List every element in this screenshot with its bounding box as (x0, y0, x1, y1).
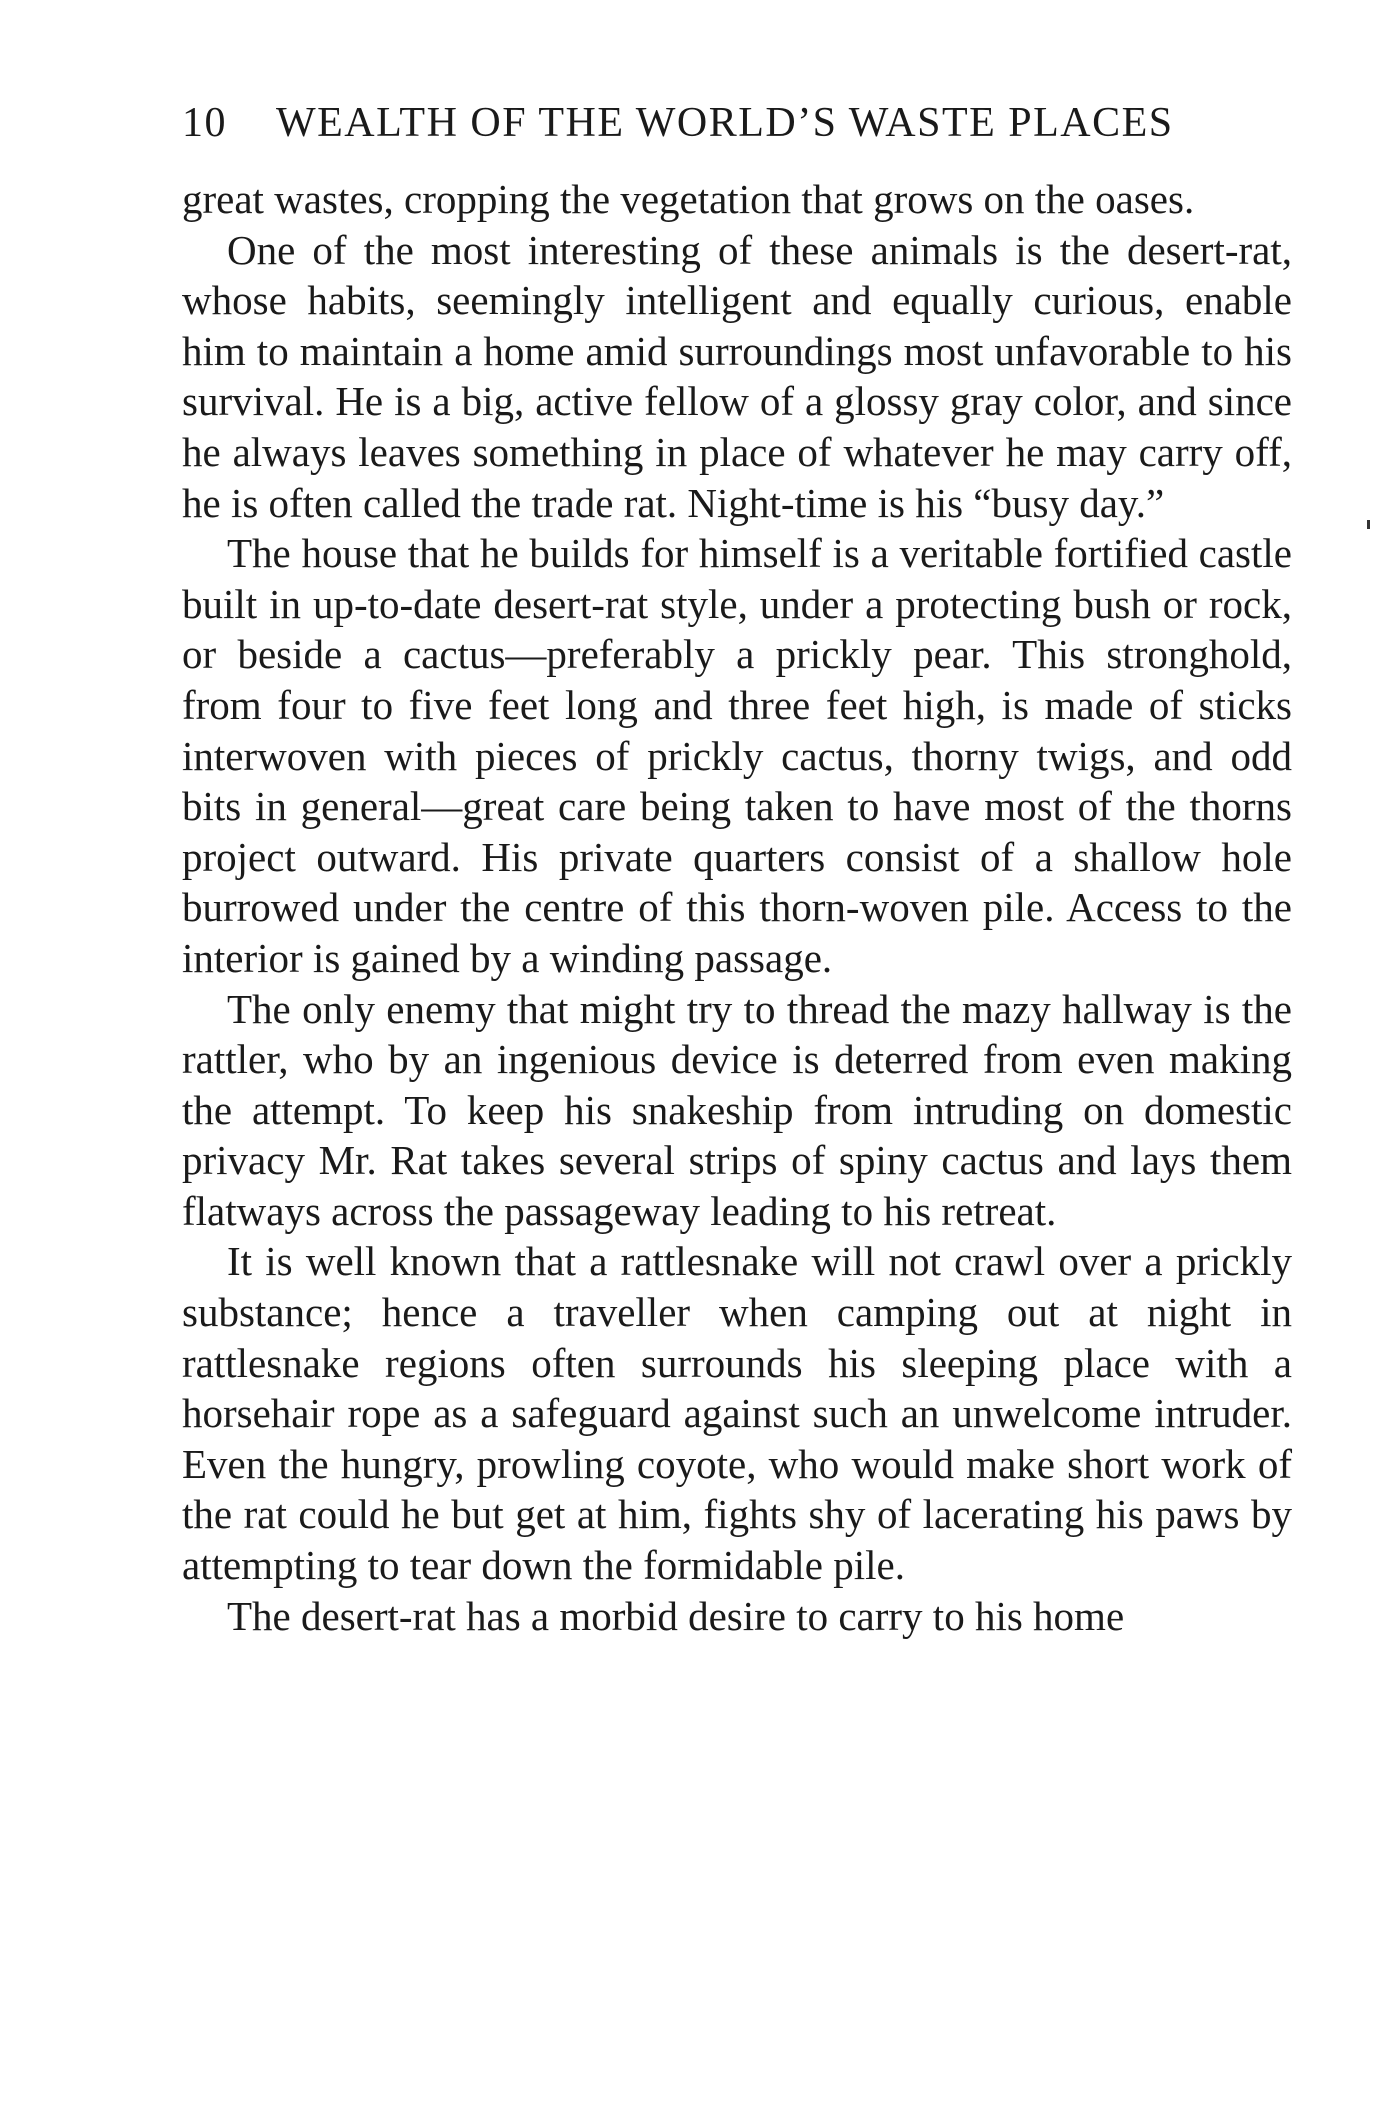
paragraph-morbid-desire: The desert-rat has a morbid desire to carry to his home (227, 1592, 1125, 1639)
running-title: WEALTH OF THE WORLD’S WASTE PLACES (276, 100, 1174, 146)
margin-speck (1367, 520, 1370, 529)
page-number: 10 (182, 100, 227, 146)
paragraph-rattlesnake: It is well known that a rattlesnake will not crawl over a prickly substance; hence a traveller when camping out at night in rattlesnake regions often surrounds his sleeping place with a horsehair rope as a safeguard against such an unwelcome intruder. Even the hungry, prowling coyote, who would make short work of the rat could he but get at him, fights shy of lacerating his paws by attempting to tear down the formidable pile. (182, 1238, 1292, 1589)
paragraph-house: The house that he builds for himself is a veritable fortified castle built in up-to-date desert-rat style, under a protecting bush or rock, or beside a cactus—preferably a prickly pear. This stronghold, from four to five feet long and three feet high, is made of sticks interwoven with pieces of prickly cactus, thorny twigs, and odd bits in general—great care being taken to have most of the thorns project outward. His private quarters consist of a shallow hole burrowed under the centre of this thorn-woven pile. Access to the interior is gained by a winding passage. (182, 530, 1292, 981)
body-text (182, 174, 1292, 1641)
paragraph-continued: great wastes, cropping the vegetation that grows on the oases. (182, 176, 1195, 222)
paragraph-enemy: The only enemy that might try to thread the mazy hallway is the rattler, who by an ingenious device is deterred from even making the attempt. To keep his snakeship from intruding on domestic privacy Mr. Rat takes several strips of spiny cactus and lays them flatways across the passageway leading to his retreat. (182, 985, 1292, 1234)
paragraph-desert-rat: One of the most interesting of these animals is the desert-rat, whose habits, seemingly intelligent and equally curious, enable him to maintain a home amid surroundings most unfavorable to his survival. He is a big, active fellow of a glossy gray color, and since he always leaves something in place of whatever he may carry off, he is often called the trade rat. Night-time is his “busy day.” (182, 226, 1292, 526)
running-head (182, 98, 1292, 148)
